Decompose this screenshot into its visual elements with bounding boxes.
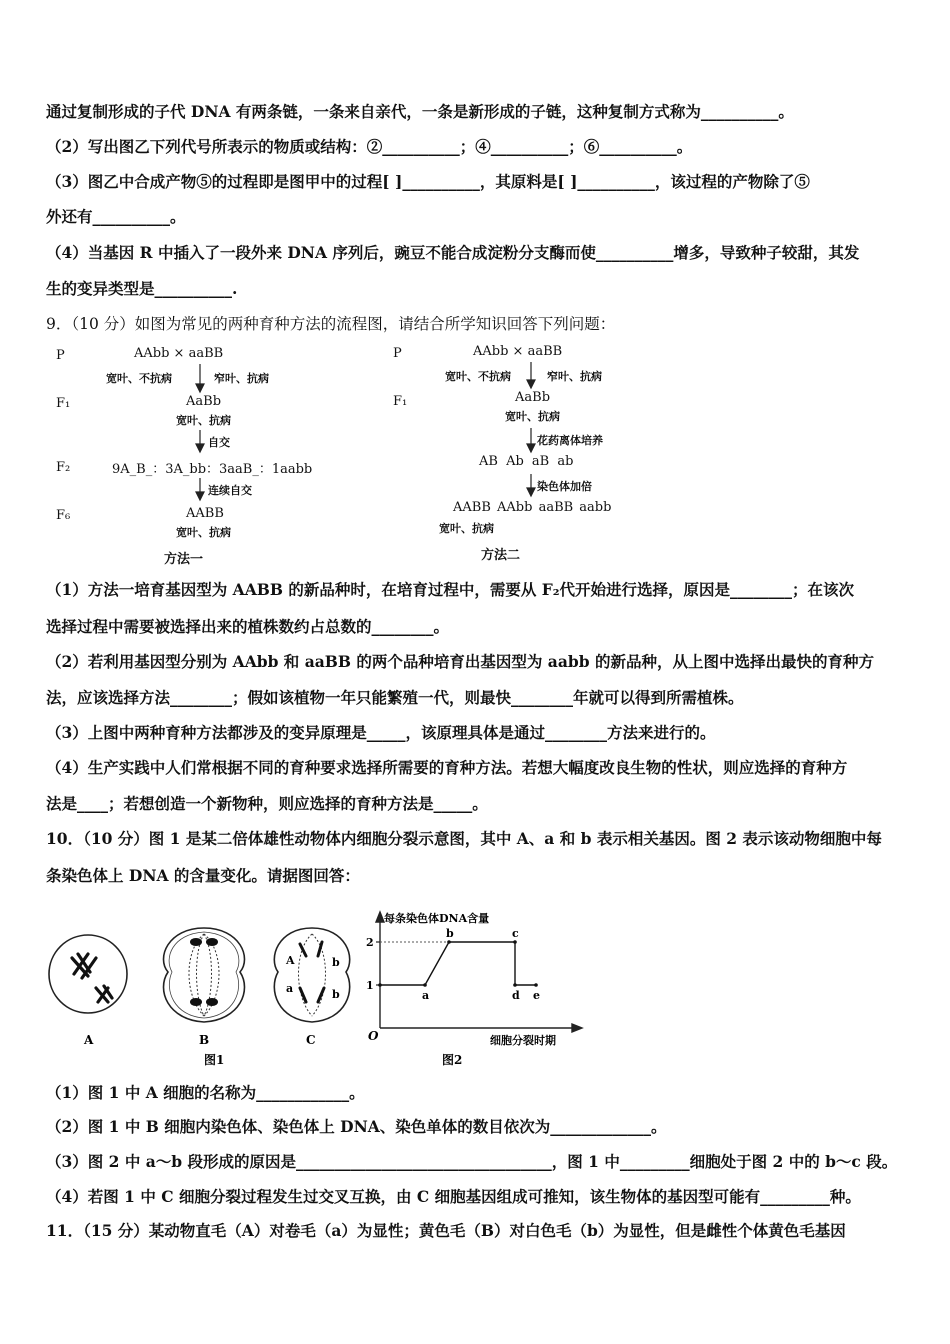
question-8-part-4: （4）当基因 R 中插入了一段外来 DNA 序列后，豌豆不能合成淀粉分支酶而使__________增多，导致种子较甜，其发: [46, 243, 860, 262]
doubled-genotypes: AABB AAbb aaBB aabb: [453, 500, 612, 515]
question-10-part-2: （2）图 1 中 B 细胞内染色体、染色体上 DNA、染色单体的数目依次为_____________。: [46, 1117, 667, 1136]
parent-cross: AAbb × aaBB: [473, 344, 563, 359]
generation-label-f1: F₁: [393, 394, 408, 409]
x-axis-arrow: [572, 1024, 582, 1032]
generation-label-p: P: [56, 348, 65, 363]
data-point: [534, 983, 538, 987]
text-line: 通过复制形成的子代 DNA 有两条链，一条来自亲代，一条是新形成的子链，这种复制方式称为__________。: [46, 102, 794, 121]
question-8-part-2: （2）写出图乙下列代号所表示的物质或结构：②__________；④__________；⑥__________。: [46, 137, 693, 156]
step-chromosome-doubling: 染色体加倍: [537, 480, 592, 493]
text-line: 生的变异类型是__________.: [46, 279, 238, 298]
parent-trait-right: 窄叶、抗病: [547, 370, 602, 383]
breeding-method-1-diagram: [40, 340, 380, 568]
point-label: d: [512, 989, 520, 1002]
question-10-part-3: （3）图 2 中 a～b 段形成的原因是_________________________________，图 1 中_________细胞处于图 2 中的 b～c 段。: [46, 1152, 898, 1171]
result-trait: 宽叶、抗病: [439, 522, 494, 535]
x-axis-label: 细胞分裂时期: [490, 1034, 556, 1047]
method-2-label: 方法二: [481, 548, 521, 563]
f1-genotype: AaBb: [515, 390, 551, 405]
breeding-method-2-diagram: [385, 338, 685, 568]
generation-label-p: P: [393, 346, 402, 361]
data-point: [447, 940, 451, 944]
gene-label: a: [286, 982, 294, 995]
question-9-part-2: （2）若利用基因型分别为 AAbb 和 aaBB 的两个品种培育出基因型为 aabb 的新品种，从上图中选择出最快的育种方: [46, 652, 874, 671]
text-line: 外还有__________。: [46, 207, 186, 226]
figure-2-caption: 图2: [442, 1053, 463, 1067]
cell-label: A: [84, 1033, 94, 1047]
cell-a: [49, 935, 127, 1047]
figure-2-chart: [360, 908, 590, 1068]
cell-b: [164, 928, 245, 1047]
point-label: e: [533, 989, 540, 1002]
parent-trait-right: 窄叶、抗病: [214, 372, 269, 385]
text-line: 条染色体上 DNA 的含量变化。请据图回答：: [46, 866, 360, 885]
data-point: [423, 983, 427, 987]
cell-label: B: [199, 1033, 210, 1047]
question-10-header: 10．（10 分）图 1 是某二倍体雄性动物体内细胞分裂示意图，其中 A、a 和 b 表示相关基因。图 2 表示该动物细胞中每: [46, 829, 882, 848]
gamete-genotypes: AB Ab aB ab: [479, 454, 574, 469]
f2-ratio: 9A_B_：3A_bb：3aaB_：1aabb: [112, 462, 313, 477]
question-9-part-3: （3）上图中两种育种方法都涉及的变异原理是_____，该原理具体是通过________方法来进行的。: [46, 723, 716, 742]
gene-label: b: [332, 956, 340, 969]
y-tick-label: 2: [366, 936, 374, 949]
point-label: c: [512, 927, 519, 940]
f6-trait: 宽叶、抗病: [176, 526, 231, 539]
step-continuous-selfing: 连续自交: [208, 484, 252, 497]
f1-trait: 宽叶、抗病: [176, 414, 231, 427]
method-2-arrows: [385, 338, 685, 568]
data-point: [513, 983, 517, 987]
step-anther-culture: 花药离体培养: [537, 434, 603, 447]
f6-genotype: AABB: [186, 506, 224, 521]
step-selfing: 自交: [208, 436, 230, 449]
point-label: b: [446, 927, 454, 940]
generation-label-f1: F₁: [56, 396, 71, 411]
question-9-part-1: （1）方法一培育基因型为 AABB 的新品种时，在培育过程中，需要从 F₂代开始进行选择，原因是________；在该次: [46, 580, 855, 599]
question-9-part-4: （4）生产实践中人们常根据不同的育种要求选择所需要的育种方法。若想大幅度改良生物的性状，则应选择的育种方: [46, 758, 848, 777]
point-label: a: [422, 989, 430, 1002]
parent-trait-left: 宽叶、不抗病: [445, 370, 511, 383]
text-line: 法是____；若想创造一个新物种，则应选择的育种方法是_____。: [46, 794, 488, 813]
question-10-part-1: （1）图 1 中 A 细胞的名称为____________。: [46, 1083, 365, 1102]
y-axis-arrow: [376, 912, 384, 922]
text-line: 法，应该选择方法________；假如该植物一年只能繁殖一代，则最快________年就可以得到所需植株。: [46, 688, 744, 707]
data-point: [513, 940, 517, 944]
text-line: 选择过程中需要被选择出来的植株数约占总数的________。: [46, 617, 450, 636]
cell-label: C: [306, 1033, 316, 1047]
f1-genotype: AaBb: [186, 394, 222, 409]
figure-1-caption: 图1: [204, 1053, 225, 1067]
origin-label: O: [368, 1029, 379, 1043]
generation-label-f6: F₆: [56, 508, 71, 523]
f1-trait: 宽叶、抗病: [505, 410, 560, 423]
data-point: [378, 983, 382, 987]
question-9-header: 9．（10 分）如图为常见的两种育种方法的流程图，请结合所学知识回答下列问题：: [46, 315, 616, 333]
gene-label: b: [332, 988, 340, 1001]
generation-label-f2: F₂: [56, 460, 71, 475]
method-1-arrows: [40, 340, 380, 568]
gene-label: A: [286, 954, 295, 967]
dna-content-line: [380, 942, 536, 985]
parent-trait-left: 宽叶、不抗病: [106, 372, 172, 385]
parent-cross: AAbb × aaBB: [134, 346, 224, 361]
figure-1-cell-division: [44, 910, 364, 1070]
y-axis-label: 每条染色体DNA含量: [384, 912, 490, 925]
question-10-part-4: （4）若图 1 中 C 细胞分裂过程发生过交叉互换，由 C 细胞基因组成可推知，该生物体的基因型可能有_________种。: [46, 1187, 861, 1206]
method-1-label: 方法一: [164, 552, 204, 567]
question-8-part-3: （3）图乙中合成产物⑤的过程即是图甲中的过程[ ]__________，其原料是[ ]__________，该过程的产物除了⑤: [46, 172, 810, 191]
question-11-header: 11．（15 分）某动物直毛（A）对卷毛（a）为显性；黄色毛（B）对白色毛（b）为显性，但是雌性个体黄色毛基因: [46, 1221, 846, 1240]
y-tick-label: 1: [366, 979, 374, 992]
cell-c: [274, 928, 349, 1047]
